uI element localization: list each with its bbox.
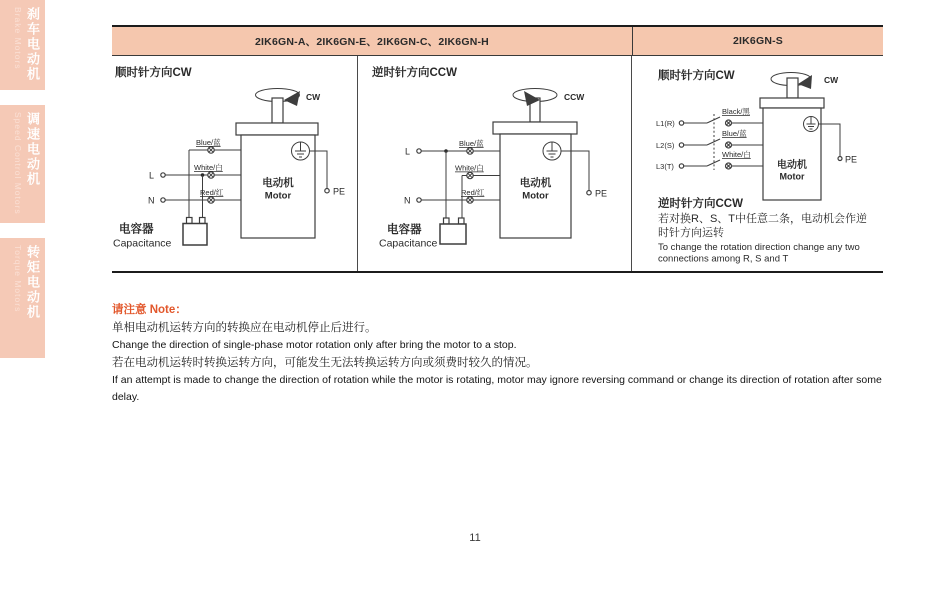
motor-label-en: Motor	[264, 190, 292, 202]
panel-three-phase-diagram	[632, 56, 883, 271]
motor-label-en: Motor	[779, 171, 805, 182]
tab-label-zh: 调速电动机	[25, 112, 40, 187]
terminal-symbol	[467, 197, 473, 203]
note-en-line2: If an attempt is made to change the direction of rotation while the motor is rotating, motor may ignore reversing command or change its direction of rotation after some delay.	[112, 374, 882, 403]
capacitor-label-en: Capacitance	[379, 237, 438, 250]
ccw-subtitle: 逆时针方向CCW	[658, 198, 743, 210]
pe-terminal	[325, 189, 329, 193]
arrowhead-icon	[798, 75, 812, 89]
note-en-line1: Change the direction of single-phase motor rotation only after bring the motor to a stop.	[112, 339, 517, 351]
cw-wiring-diagram	[112, 56, 358, 273]
l-label: L	[149, 170, 155, 181]
three-phase-wiring-diagram	[632, 56, 883, 273]
l3-label: L3(T)	[656, 162, 674, 171]
wire-label-white: White/白	[194, 163, 223, 172]
ccw-note-zh-line1: 若对换R、S、T中任意二条，电动机会作逆	[658, 213, 867, 225]
note-title: 请注意 Note：	[112, 304, 187, 316]
rotation-label: CW	[824, 75, 839, 85]
n-terminal	[417, 198, 421, 202]
n-label: N	[404, 195, 411, 206]
wire-label-white: White/白	[455, 163, 484, 173]
l2-label: L2(S)	[656, 141, 675, 150]
table-body-row	[112, 56, 883, 273]
note-section	[112, 302, 882, 406]
n-label: N	[148, 195, 155, 206]
ccw-wiring-diagram	[358, 56, 631, 273]
l3-terminal	[679, 164, 683, 168]
pe-terminal	[587, 191, 591, 195]
terminal-symbol	[726, 120, 732, 126]
wiring	[417, 148, 500, 218]
pe-terminal	[838, 157, 842, 161]
ccw-note-en-line1: To change the rotation direction change any two	[658, 242, 860, 253]
pe-label: PE	[595, 188, 608, 199]
capacitor-label-en: Capacitance	[113, 237, 172, 250]
wiring-table	[112, 25, 883, 273]
l-terminal	[161, 173, 165, 177]
terminal-symbol	[726, 142, 732, 148]
terminal-symbol	[208, 172, 214, 178]
capacitor-drawing	[440, 218, 466, 244]
ccw-note-zh-line2: 时针方向运转	[658, 227, 724, 239]
pe-wire	[819, 124, 843, 161]
wiring	[161, 147, 241, 218]
switch-contact	[707, 117, 720, 123]
tab-label-en: Speed Control Motors	[12, 112, 23, 215]
terminal-symbol	[208, 147, 214, 153]
terminal-symbol	[467, 172, 473, 178]
tab-label-zh: 转矩电动机	[25, 245, 40, 320]
tab-label-en: Torque Motors	[12, 245, 23, 313]
l2-terminal	[679, 143, 683, 147]
tab-label-en: Brake Motors	[12, 7, 23, 70]
tab-label-zh: 刹车电动机	[25, 7, 40, 82]
motor-label-zh: 电动机	[519, 177, 552, 189]
pe-label: PE	[845, 154, 858, 165]
diagram-title: 顺时针方向CW	[115, 67, 192, 79]
l1-label: L1(R)	[656, 119, 675, 128]
motor-drawing	[236, 91, 318, 238]
n-terminal	[161, 198, 165, 202]
motor-drawing	[493, 91, 577, 238]
motor-label-zh: 电动机	[262, 177, 294, 189]
wiring	[679, 114, 763, 170]
l-terminal	[417, 149, 421, 153]
terminal-symbol	[726, 163, 732, 169]
wire-label-red: Red/红	[200, 188, 224, 197]
wire-label-white: White/白	[722, 150, 751, 159]
note-zh-line2: 若在电动机运转时转换运转方向，可能发生无法转换运转方向或须费时较久的情况。	[112, 357, 538, 369]
table-header-row	[112, 25, 883, 56]
wire-label-blue: Blue/蓝	[196, 138, 221, 147]
panel-cw-diagram	[112, 56, 358, 271]
ccw-note-en-line2: connections among R, S and T	[658, 253, 789, 265]
diagram-title: 顺时针方向CW	[658, 70, 735, 82]
capacitor-drawing	[183, 218, 207, 246]
header-model-group-2: 2IK6GN-S	[632, 27, 883, 55]
wire-label-blue: Blue/蓝	[459, 139, 484, 148]
wire-label-black: Black/黑	[722, 107, 750, 116]
capacitor-label-zh: 电容器	[387, 224, 422, 236]
l1-terminal	[679, 121, 683, 125]
arrowhead-icon	[284, 91, 300, 106]
rotation-label: CCW	[564, 92, 585, 102]
sidebar-tab-brake-motors	[0, 0, 45, 90]
rotation-label: CW	[306, 92, 321, 102]
diagram-title: 逆时针方向CCW	[372, 67, 457, 79]
motor-label-zh: 电动机	[777, 160, 807, 171]
page-number: 11	[469, 532, 481, 544]
pe-label: PE	[333, 186, 346, 197]
motor-label-en: Motor	[522, 190, 549, 202]
terminal-symbol	[208, 197, 214, 203]
l-label: L	[405, 146, 411, 157]
panel-ccw-diagram	[358, 56, 632, 271]
capacitor-label-zh: 电容器	[119, 223, 154, 236]
header-model-group-1: 2IK6GN-A、2IK6GN-E、2IK6GN-C、2IK6GN-H	[255, 35, 489, 48]
note-zh-line1: 单相电动机运转方向的转换应在电动机停止后进行。	[112, 322, 377, 334]
wire-label-blue: Blue/蓝	[722, 129, 747, 138]
terminal-symbol	[467, 148, 473, 154]
sidebar-tab-torque-motors	[0, 238, 45, 358]
sidebar-tab-speed-control-motors	[0, 105, 45, 223]
wire-label-red: Red/红	[461, 188, 485, 197]
